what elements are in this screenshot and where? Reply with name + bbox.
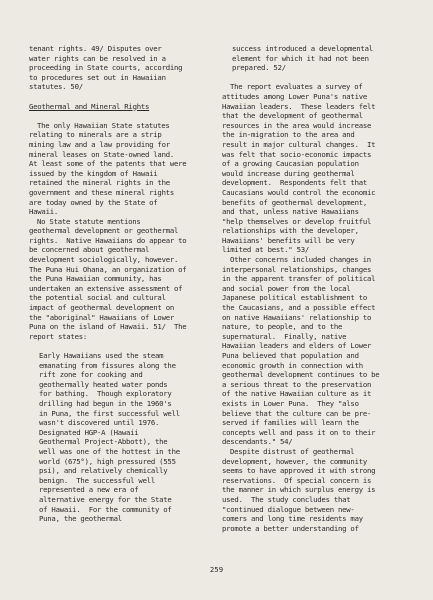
text-line: and social power from the local (222, 283, 351, 293)
paragraph-water-rights (29, 44, 209, 92)
paragraph-statutes (29, 121, 209, 217)
quote-line: Geothermal Project-Abbott), the (39, 437, 168, 447)
text-line: promote a better understanding of (222, 523, 359, 533)
text-line: result in major cultural changes. It (222, 139, 376, 149)
paragraph-puna-hui-ohana (29, 217, 209, 342)
text-line: relating to minerals are a strip (29, 130, 162, 140)
spacer (222, 73, 412, 83)
text-line: The report evaluates a survey of (230, 82, 363, 92)
text-line: used. The study concludes that (222, 494, 351, 504)
text-line: be concerned about geothermal (29, 245, 150, 255)
text-line: reservations. Of special concern is (222, 475, 372, 485)
text-line: government and these mineral rights (29, 187, 175, 197)
spacer (29, 92, 209, 102)
text-line: Other concerns included changes in (230, 255, 371, 265)
text-line: impact of geothermal development on (29, 303, 175, 313)
text-line: would increase during geothermal (222, 168, 355, 178)
text-line: on native Hawaiians' relationship to (222, 312, 372, 322)
quote-line: represented a new era of (39, 485, 139, 495)
quote-line: of Hawaii. For the community of (39, 504, 172, 514)
text-line: statutes. 50/ (29, 82, 83, 92)
text-line: geothermal development continues to be (222, 370, 380, 380)
quote-line: prepared. 52/ (232, 63, 286, 73)
text-line: interpersonal relationships, changes (222, 264, 372, 274)
text-line: of the native Hawaiian culture as it (222, 389, 372, 399)
text-line: undertaken an extensive assessment of (29, 283, 183, 293)
quote-line: Puna, the geothermal (39, 514, 122, 524)
text-line: served if families will learn the (222, 418, 359, 428)
quote-line: world (675°), high pressured (555 (39, 456, 176, 466)
text-line: and that, unless native Hawaiians (222, 207, 359, 217)
text-line: issued by the kingdom of Hawaii (29, 168, 158, 178)
text-line: attitudes among Lower Puna's native (222, 91, 368, 101)
quote-line: element for which it had not been (232, 53, 369, 63)
text-line: development. Respondents felt that (222, 178, 368, 188)
block-quote-continued (222, 44, 412, 73)
right-column (222, 44, 412, 533)
text-line: report states: (29, 331, 88, 341)
text-line: of a growing Caucasian population (222, 159, 359, 169)
quote-line: emanating from fissures along the (39, 360, 176, 370)
text-line: At least some of the patents that were (29, 159, 187, 169)
text-line: relationships with the developer, (222, 226, 359, 236)
text-line: resources in the area would increase (222, 120, 372, 130)
text-line: "continued dialogue between new- (222, 504, 355, 514)
text-line: descendants." 54/ (222, 437, 293, 447)
text-line: Hawaiians' benefits will be very (222, 235, 355, 245)
page-number: 259 (209, 565, 224, 574)
text-line: nature, to people, and to the (222, 322, 343, 332)
text-line: No State statute mentions (37, 216, 141, 226)
quote-line: psi), and relatively chemically (39, 466, 168, 476)
text-line: geothermal development or geothermal (29, 226, 179, 236)
text-line: comers and long time residents may (222, 514, 363, 524)
paragraph-distrust (222, 447, 412, 533)
text-line: limited at best." 53/ (222, 245, 310, 255)
paragraph-survey (222, 82, 412, 255)
text-line: benefits of geothermal development, (222, 197, 368, 207)
text-line: believe that the culture can be pre- (222, 408, 372, 418)
quote-line: in Puna, the first successful well (39, 408, 180, 418)
text-line: Puna believed that population and (222, 351, 359, 360)
text-line: exists in Lower Puna. They "also (222, 398, 359, 408)
quote-line: success introduced a developmental (232, 44, 373, 53)
text-line: to procedures set out in Hawaiian (29, 72, 166, 82)
text-line: The Puna Hui Ohana, an organization of (29, 264, 187, 274)
text-line: the Puna Hawaiian community, has (29, 274, 162, 284)
quote-line: Designated HGP-A (Hawaii (39, 427, 139, 437)
quote-line: benign. The successful well (39, 475, 156, 485)
text-line: was felt that socio-economic impacts (222, 149, 372, 159)
text-line: Caucasians would control the economic (222, 187, 376, 197)
text-line: mining law and a law providing for (29, 139, 170, 149)
text-line: are today owned by the State of (29, 197, 158, 207)
spacer (29, 341, 209, 351)
text-line: concepts well and pass it on to their (222, 427, 376, 437)
text-line: the "aboriginal" Hawaiians of Lower (29, 312, 175, 322)
text-line: the potential social and cultural (29, 293, 166, 303)
text-line: rights. Native Hawaiians do appear to (29, 235, 187, 245)
quote-line: Early Hawaiians used the steam (39, 351, 164, 360)
text-line: Hawaiian leaders and elders of Lower (222, 341, 372, 351)
text-line: Hawaiian leaders. These leaders felt (222, 101, 376, 111)
quote-line: drilling had begun in the 1960's (39, 398, 172, 408)
text-line: economic growth in connection with (222, 360, 363, 370)
text-line: "help themselves or develop fruitful (222, 216, 372, 226)
section-heading: Geothermal and Mineral Rights (29, 101, 150, 111)
text-line: tenant rights. 49/ Disputes over (29, 44, 162, 53)
quote-line: geothermally heated water ponds (39, 379, 168, 389)
text-line: Japanese political establishment to (222, 293, 368, 303)
spacer (29, 111, 209, 121)
text-line: a serious threat to the preservation (222, 379, 372, 389)
text-line: Despite distrust of geothermal (230, 446, 355, 456)
text-line: water rights can be resolved in a (29, 53, 166, 63)
quote-line: well was one of the hottest in the (39, 446, 180, 456)
text-line: the in-migration to the area and (222, 130, 355, 140)
text-line: The only Hawaiian State statutes (37, 120, 170, 130)
quote-line: rift zone for cooking and (39, 370, 143, 380)
text-line: Puna on the island of Hawaii. 51/ The (29, 322, 187, 332)
text-line: that the development of geothermal (222, 111, 363, 121)
text-line: the manner in which surplus energy is (222, 485, 376, 495)
text-line: development sociologically, however. (29, 255, 179, 265)
text-line: development, however, the community (222, 456, 368, 466)
quote-line: wasn't discovered until 1976. (39, 418, 160, 428)
quote-line: alternative energy for the State (39, 494, 172, 504)
left-column (29, 44, 209, 524)
quote-line: for bathing. Though exploratory (39, 389, 172, 399)
text-line: retained the mineral rights in the (29, 178, 170, 188)
text-line: the Caucasians, and a possible effect (222, 303, 376, 313)
text-line: proceeding in State courts, according (29, 63, 183, 73)
block-quote (29, 351, 209, 524)
paragraph-concerns (222, 255, 412, 447)
text-line: in the apparent transfer of political (222, 274, 376, 284)
text-line: mineral leases on State-owned land. (29, 149, 175, 159)
text-line: supernatural. Finally, native (222, 331, 347, 341)
text-line: Hawaii. (29, 207, 59, 217)
text-line: seems to have approved it with strong (222, 466, 376, 476)
